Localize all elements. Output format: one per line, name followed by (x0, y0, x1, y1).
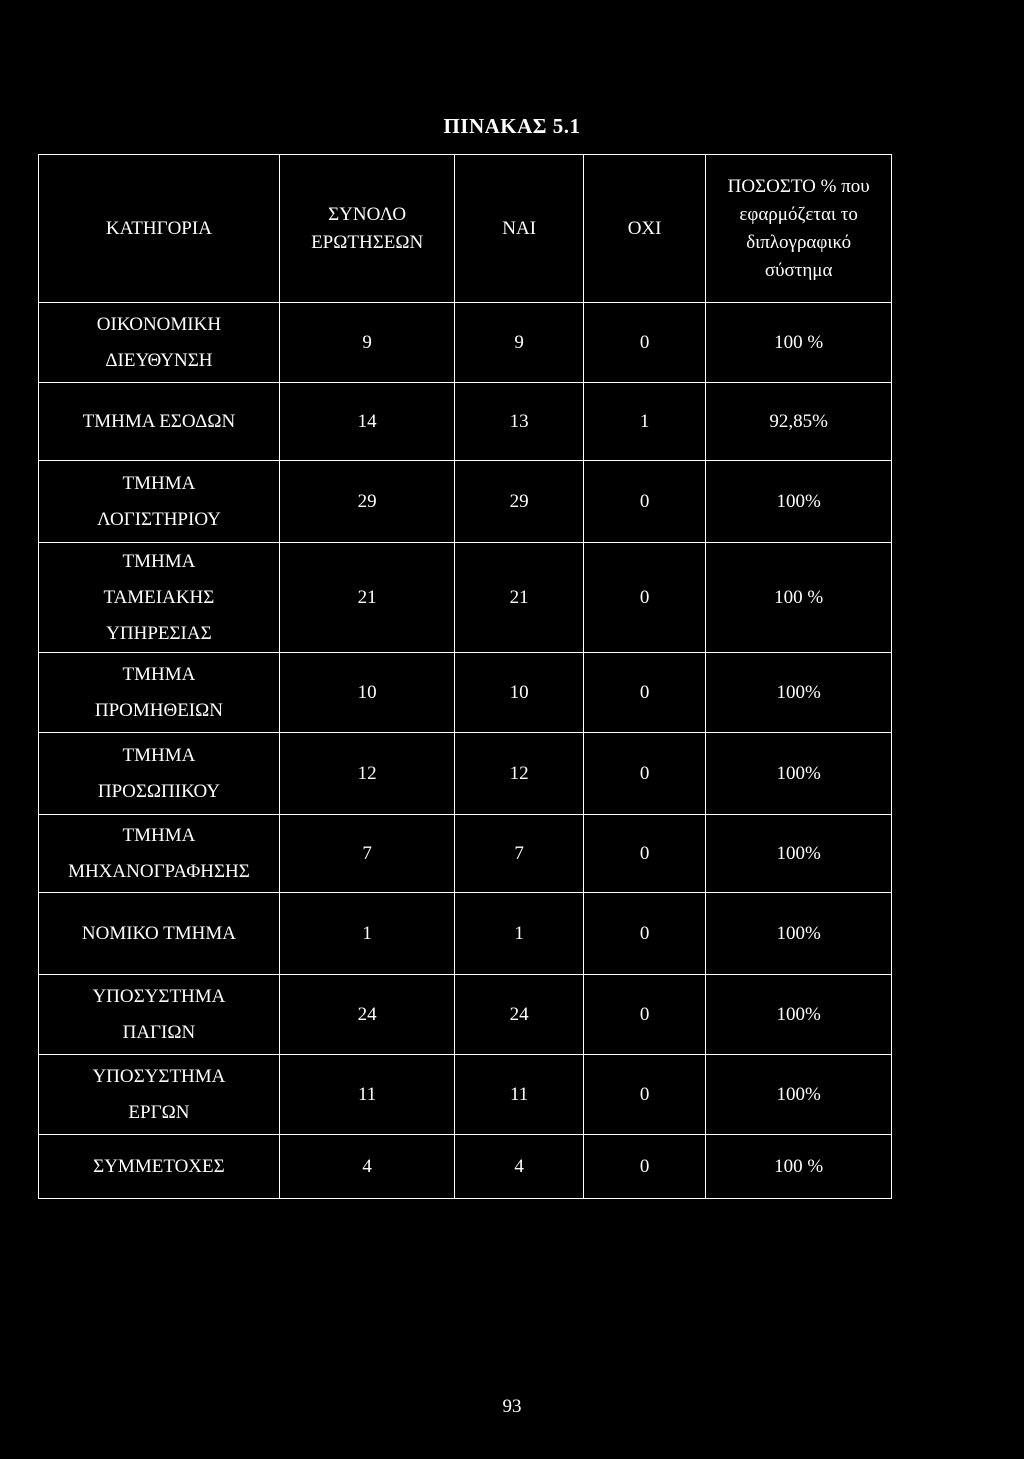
header-total: ΣΥΝΟΛΟ ΕΡΩΤΗΣΕΩΝ (279, 155, 455, 303)
cell-yes: 4 (455, 1135, 583, 1199)
cell-no: 0 (583, 303, 705, 383)
cell-category: ΤΜΗΜΑ ΜΗΧΑΝΟΓΡΑΦΗΣΗΣ (39, 815, 280, 893)
cell-percent: 100% (706, 975, 892, 1055)
cell-yes: 7 (455, 815, 583, 893)
table-row (39, 1055, 892, 1135)
table-row (39, 383, 892, 461)
cell-percent: 100 % (706, 303, 892, 383)
cell-percent: 100 % (706, 543, 892, 653)
cell-no: 0 (583, 1055, 705, 1135)
cell-yes: 24 (455, 975, 583, 1055)
table-body (39, 303, 892, 1199)
cell-total: 14 (279, 383, 455, 461)
cell-total: 24 (279, 975, 455, 1055)
cell-yes: 9 (455, 303, 583, 383)
cell-category: ΟΙΚΟΝΟΜΙΚΗ ΔΙΕΥΘΥΝΣΗ (39, 303, 280, 383)
header-percent: ΠΟΣΟΣΤΟ % που εφαρμόζεται το διπλογραφικό σύστημα (706, 155, 892, 303)
table-row (39, 1135, 892, 1199)
cell-percent: 100% (706, 461, 892, 543)
header-yes: ΝΑΙ (455, 155, 583, 303)
cell-no: 1 (583, 383, 705, 461)
header-row (39, 155, 892, 303)
table-row (39, 815, 892, 893)
cell-percent: 100% (706, 815, 892, 893)
table-row (39, 975, 892, 1055)
cell-percent: 100% (706, 653, 892, 733)
cell-total: 21 (279, 543, 455, 653)
cell-no: 0 (583, 893, 705, 975)
cell-yes: 13 (455, 383, 583, 461)
cell-yes: 11 (455, 1055, 583, 1135)
cell-total: 11 (279, 1055, 455, 1135)
table-row (39, 653, 892, 733)
cell-total: 7 (279, 815, 455, 893)
page-number: 93 (502, 1396, 522, 1417)
cell-category: ΝΟΜΙΚΟ ΤΜΗΜΑ (39, 893, 280, 975)
cell-percent: 100 % (706, 1135, 892, 1199)
table-row (39, 543, 892, 653)
cell-category: ΥΠΟΣΥΣΤΗΜΑ ΕΡΓΩΝ (39, 1055, 280, 1135)
cell-category: ΥΠΟΣΥΣΤΗΜΑ ΠΑΓΙΩΝ (39, 975, 280, 1055)
cell-total: 1 (279, 893, 455, 975)
cell-no: 0 (583, 653, 705, 733)
cell-category: ΤΜΗΜΑ ΠΡΟΜΗΘΕΙΩΝ (39, 653, 280, 733)
cell-total: 10 (279, 653, 455, 733)
cell-no: 0 (583, 543, 705, 653)
cell-no: 0 (583, 733, 705, 815)
cell-no: 0 (583, 461, 705, 543)
cell-percent: 100% (706, 733, 892, 815)
cell-category: ΤΜΗΜΑ ΛΟΓΙΣΤΗΡΙΟΥ (39, 461, 280, 543)
table-row (39, 733, 892, 815)
table-row (39, 303, 892, 383)
cell-total: 9 (279, 303, 455, 383)
cell-yes: 29 (455, 461, 583, 543)
cell-percent: 92,85% (706, 383, 892, 461)
header-category: ΚΑΤΗΓΟΡΙΑ (39, 155, 280, 303)
cell-yes: 12 (455, 733, 583, 815)
cell-total: 4 (279, 1135, 455, 1199)
table-row (39, 893, 892, 975)
cell-total: 12 (279, 733, 455, 815)
cell-percent: 100% (706, 893, 892, 975)
cell-yes: 10 (455, 653, 583, 733)
report-table (38, 154, 892, 1199)
cell-category: ΤΜΗΜΑ ΕΣΟΔΩΝ (39, 383, 280, 461)
table-title: ΠΙΝΑΚΑΣ 5.1 (443, 114, 581, 138)
cell-no: 0 (583, 815, 705, 893)
cell-category: ΤΜΗΜΑ ΠΡΟΣΩΠΙΚΟΥ (39, 733, 280, 815)
cell-category: ΤΜΗΜΑ ΤΑΜΕΙΑΚΗΣ ΥΠΗΡΕΣΙΑΣ (39, 543, 280, 653)
table-row (39, 461, 892, 543)
header-no: ΟΧΙ (583, 155, 705, 303)
cell-total: 29 (279, 461, 455, 543)
cell-no: 0 (583, 975, 705, 1055)
cell-no: 0 (583, 1135, 705, 1199)
cell-yes: 21 (455, 543, 583, 653)
cell-yes: 1 (455, 893, 583, 975)
cell-percent: 100% (706, 1055, 892, 1135)
cell-category: ΣΥΜΜΕΤΟΧΕΣ (39, 1135, 280, 1199)
